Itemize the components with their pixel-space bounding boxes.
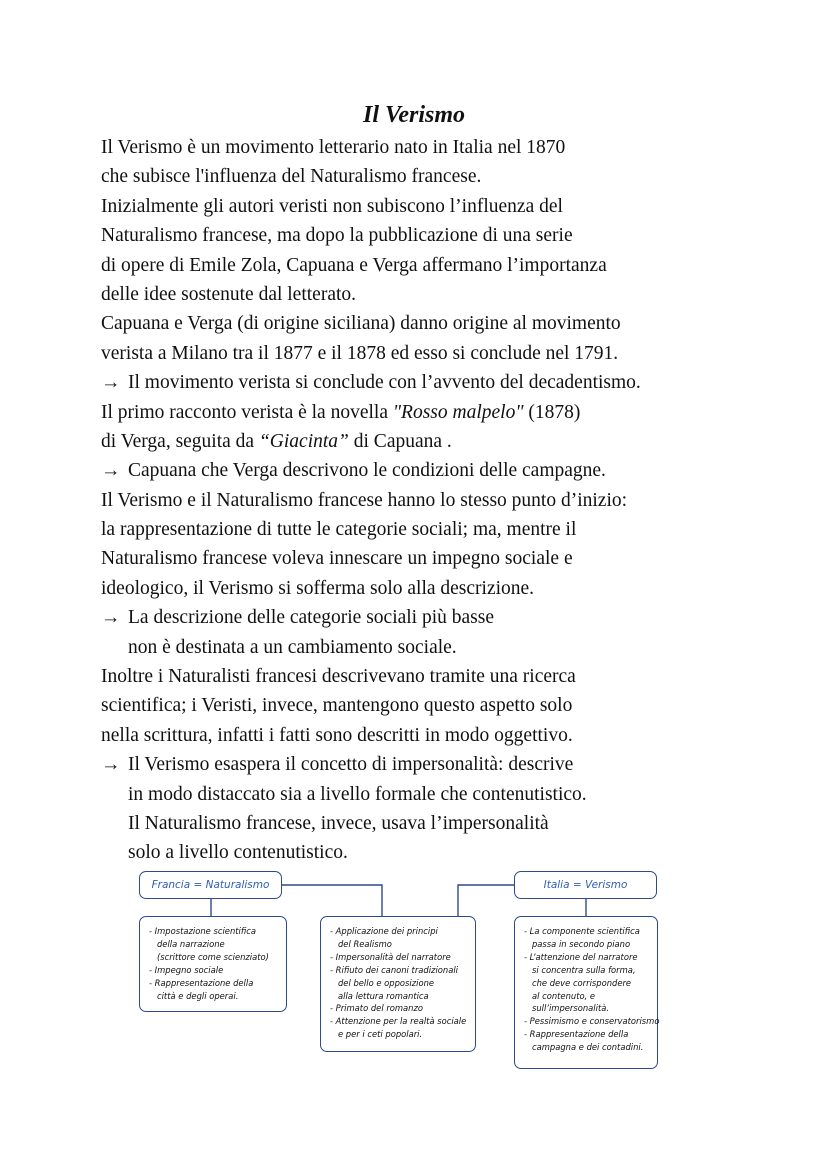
text-span: Il movimento verista si conclude con l’avvento del decadentismo. bbox=[128, 372, 641, 394]
list-item: - Impostazione scientifica bbox=[149, 926, 257, 936]
list-item: - Pessimismo e conservatorismo bbox=[524, 1016, 660, 1027]
text-line bbox=[101, 133, 781, 162]
text-span: di Capuana . bbox=[348, 430, 452, 452]
text-span: che subisce l'influenza del Naturalismo francese. bbox=[101, 166, 482, 188]
text-span: di Verga, seguita da bbox=[101, 430, 259, 452]
list-item: - L’attenzione del narratore bbox=[524, 951, 638, 962]
list-item: città e degli operai. bbox=[149, 990, 239, 1001]
text-line bbox=[101, 339, 781, 368]
page-title: Il Verismo bbox=[362, 102, 466, 128]
text-line bbox=[101, 221, 781, 250]
text-span: Il Verismo esaspera il concetto di impersonalità: descrive bbox=[128, 754, 574, 776]
text-span: delle idee sostenute dal letterato. bbox=[101, 283, 357, 305]
text-line bbox=[101, 427, 781, 456]
list-item: - Rappresentazione della bbox=[149, 977, 254, 988]
work-title: “Giacinta” bbox=[258, 430, 349, 452]
arrow-right-icon: → bbox=[101, 372, 121, 394]
text-span: di opere di Emile Zola, Capuana e Verga affermano l’importanza bbox=[101, 254, 607, 276]
list-item: - Impegno sociale bbox=[149, 964, 224, 975]
arrow-right-icon: → bbox=[101, 754, 121, 776]
text-line bbox=[101, 280, 781, 309]
list-item: - Applicazione dei principi bbox=[330, 926, 438, 936]
text-span: nella scrittura, infatti i fatti sono descritti in modo oggettivo. bbox=[101, 724, 573, 746]
list-item: della narrazione bbox=[149, 938, 225, 949]
text-line bbox=[101, 544, 781, 573]
text-line bbox=[101, 838, 781, 867]
header-italia-verismo bbox=[514, 871, 657, 899]
text-line bbox=[101, 574, 781, 603]
text-line bbox=[101, 721, 781, 750]
text-line bbox=[101, 750, 781, 779]
text-span: verista a Milano tra il 1877 e il 1878 ed esso si conclude nel 1791. bbox=[101, 342, 619, 364]
text-span: Naturalismo francese voleva innescare un impegno sociale e bbox=[101, 548, 573, 570]
list-item: del bello e opposizione bbox=[330, 977, 435, 988]
text-span: solo a livello contenutistico. bbox=[128, 842, 348, 864]
text-line bbox=[101, 251, 781, 280]
text-span: Il primo racconto verista è la novella bbox=[101, 401, 393, 423]
header-francia-naturalismo bbox=[139, 871, 282, 899]
text-line bbox=[101, 486, 781, 515]
text-span: non è destinata a un cambiamento sociale. bbox=[128, 636, 457, 658]
list-item: e per i ceti popolari. bbox=[330, 1029, 423, 1040]
text-span: la rappresentazione di tutte le categorie sociali; ma, mentre il bbox=[101, 519, 577, 541]
list-item: alla lettura romantica bbox=[330, 990, 429, 1001]
text-span: in modo distaccato sia a livello formale che contenutistico. bbox=[128, 783, 587, 805]
list-item: sull’impersonalità. bbox=[524, 1003, 610, 1014]
connector-right bbox=[458, 885, 514, 916]
text-line bbox=[101, 780, 781, 809]
connector-left bbox=[282, 885, 382, 916]
header-francia-label: Francia = Naturalismo bbox=[151, 879, 270, 891]
work-title: "Rosso malpelo" bbox=[392, 401, 524, 423]
naturalismo-characteristics bbox=[139, 916, 287, 1012]
text-line bbox=[101, 691, 781, 720]
text-span: Capuana che Verga descrivono le condizioni delle campagne. bbox=[128, 460, 606, 482]
arrow-right-icon: → bbox=[101, 460, 121, 482]
text-span: Il Naturalismo francese, invece, usava l’impersonalità bbox=[128, 812, 549, 834]
text-span: Naturalismo francese, ma dopo la pubblicazione di una serie bbox=[101, 225, 573, 247]
list-item: - Rappresentazione della bbox=[524, 1029, 629, 1040]
text-line bbox=[101, 633, 781, 662]
text-line bbox=[101, 515, 781, 544]
list-item: (scrittore come scienziato) bbox=[149, 951, 269, 962]
text-line bbox=[101, 192, 781, 221]
text-span: Capuana e Verga (di origine siciliana) danno origine al movimento bbox=[101, 313, 621, 335]
list-item: campagna e dei contadini. bbox=[524, 1042, 644, 1053]
text-span: La descrizione delle categorie sociali più basse bbox=[128, 607, 495, 629]
text-line bbox=[101, 809, 781, 838]
list-item: - Rifiuto dei canoni tradizionali bbox=[330, 964, 458, 975]
body-text bbox=[101, 133, 781, 868]
list-item: - Primato del romanzo bbox=[330, 1003, 424, 1014]
list-item: - Impersonalità del narratore bbox=[330, 951, 451, 962]
common-characteristics bbox=[320, 916, 476, 1052]
list-item: che deve corrispondere bbox=[524, 977, 632, 988]
text-line bbox=[101, 368, 781, 397]
arrow-right-icon: → bbox=[101, 607, 121, 629]
verismo-characteristics bbox=[514, 916, 658, 1069]
text-span: Inizialmente gli autori veristi non subiscono l’influenza del bbox=[101, 195, 563, 217]
text-span: (1878) bbox=[523, 401, 581, 423]
list-item: - La componente scientifica bbox=[524, 926, 640, 936]
text-line bbox=[101, 456, 781, 485]
text-span: ideologico, il Verismo si sofferma solo alla descrizione. bbox=[101, 577, 535, 599]
text-line bbox=[101, 162, 781, 191]
list-item: del Realismo bbox=[330, 938, 392, 949]
list-item: al contenuto, e bbox=[524, 990, 596, 1001]
list-item: passa in secondo piano bbox=[524, 938, 631, 949]
text-line bbox=[101, 603, 781, 632]
text-span: Inoltre i Naturalisti francesi descrivevano tramite una ricerca bbox=[101, 666, 576, 688]
list-item: - Attenzione per la realtà sociale bbox=[330, 1016, 467, 1027]
text-line bbox=[101, 662, 781, 691]
text-span: Il Verismo è un movimento letterario nato in Italia nel 1870 bbox=[101, 137, 566, 158]
text-span: Il Verismo e il Naturalismo francese hanno lo stesso punto d’inizio: bbox=[101, 489, 628, 511]
text-line bbox=[101, 398, 781, 427]
list-item: si concentra sulla forma, bbox=[524, 964, 636, 975]
text-line bbox=[101, 309, 781, 338]
header-italia-label: Italia = Verismo bbox=[543, 879, 628, 891]
text-span: scientifica; i Veristi, invece, mantengono questo aspetto solo bbox=[101, 695, 573, 717]
